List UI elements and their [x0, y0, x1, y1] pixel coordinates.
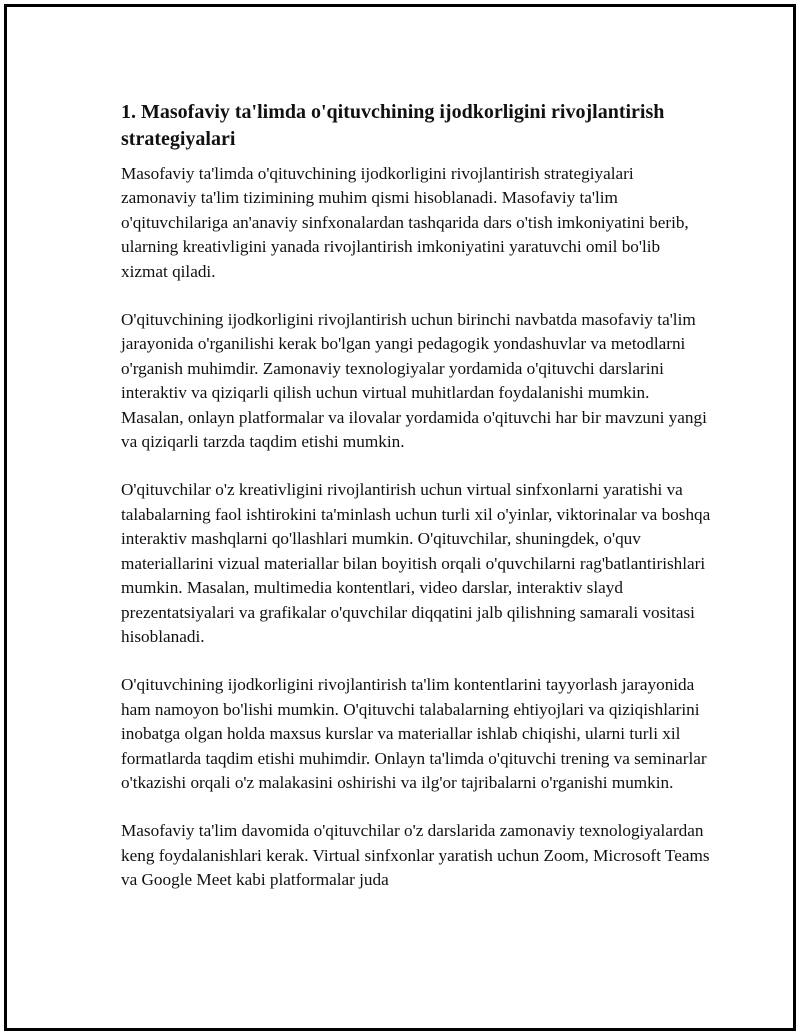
paragraph-1: Masofaviy ta'limda o'qituvchining ijodkorligini rivojlantirish strategiyalari zamonaviy ta'lim tizimining muhim qismi hisoblanadi. Masofaviy ta'lim o'qituvchilariga an'anaviy sinfxonalardan tashqarida dars o'tish imkoniyatini berib, ularning kreativligini yanada rivojlantirish imkoniyatini yaratuvchi omil bo'lib xizmat qiladi. — [121, 164, 689, 281]
section-heading: 1. Masofaviy ta'limda o'qituvchining ijodkorligini rivojlantirish strategiyalari — [121, 101, 665, 150]
page-frame — [4, 4, 796, 1031]
paragraph-2: O'qituvchining ijodkorligini rivojlantirish uchun birinchi navbatda masofaviy ta'lim jarayonida o'rganilishi kerak bo'lgan yangi pedagogik yondashuvlar va metodlarni o'rganish muhimdir. Zamonaviy texnologiyalar yordamida o'qituvchi darslarini interaktiv va qiziqarli qilish uchun virtual muhitlardan foydalanishi mumkin. Masalan, onlayn platformalar va ilovalar yordamida o'qituvchi har bir mavzuni yangi va qiziqarli tarzda taqdim etishi mumkin. — [121, 310, 707, 452]
paragraph-4: O'qituvchining ijodkorligini rivojlantirish ta'lim kontentlarini tayyorlash jarayonida ham namoyon bo'lishi mumkin. O'qituvchi talabalarning ehtiyojlari va qiziqishlarini inobatga olgan holda maxsus kurslar va materiallar ishlab chiqishi, ularni turli xil formatlarda taqdim etishi muhimdir. Onlayn ta'limda o'qituvchi trening va seminarlar o'tkazishi orqali o'z malakasini oshirishi va ilg'or tajribalarni o'rganishi mumkin. — [121, 675, 707, 792]
paragraph-3: O'qituvchilar o'z kreativligini rivojlantirish uchun virtual sinfxonlarni yaratishi va talabalarning faol ishtirokini ta'minlash uchun turli xil o'yinlar, viktorinalar va boshqa interaktiv mashqlarni qo'llashlari mumkin. O'qituvchilar, shuningdek, o'quv materiallarini vizual materiallar bilan boyitish orqali o'quvchilarni rag'batlantirishlari mumkin. Masalan, multimedia kontentlari, video darslar, interaktiv slayd prezentatsiyalari va grafikalar o'quvchilar diqqatini jalb qilishning samarali vositasi hisoblanadi. — [121, 480, 711, 646]
document-body — [121, 99, 711, 917]
paragraph-5: Masofaviy ta'lim davomida o'qituvchilar o'z darslarida zamonaviy texnologiyalardan keng foydalanishlari kerak. Virtual sinfxonlar yaratish uchun Zoom, Microsoft Teams va Google Meet kabi platformalar juda — [121, 821, 710, 890]
